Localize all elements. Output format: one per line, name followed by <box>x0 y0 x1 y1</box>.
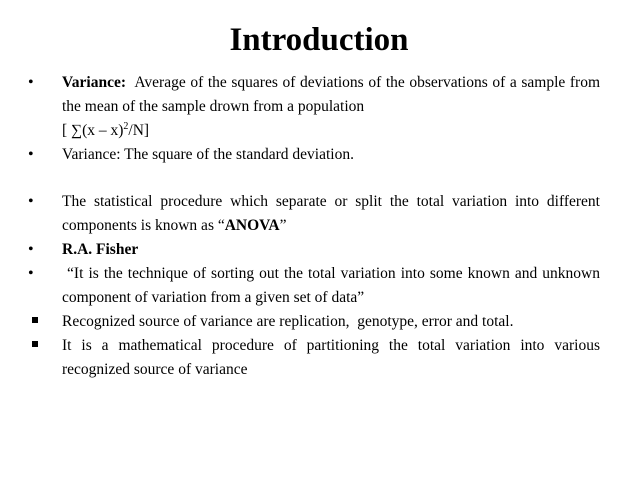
list-item-text: The statistical procedure which separate or split the total variation into different components is known as “ <box>62 193 600 234</box>
list-item-text: Recognized source of variance are replication, genotype, error and total. <box>62 313 514 330</box>
formula-superscript: 2 <box>123 120 129 132</box>
list-item-quote <box>28 262 604 310</box>
list-item-text: Variance: The square of the standard deviation. <box>62 146 354 163</box>
anova-term: ANOVA <box>224 217 280 234</box>
slide-content <box>28 71 604 382</box>
variance-definition-text: Average of the squares of deviations of the observations of a sample from the mean of the sample drown from a population <box>62 74 604 115</box>
slide-title: Introduction <box>229 22 409 58</box>
formula-prefix: [ ∑(x – x) <box>62 122 124 139</box>
list-item-fisher <box>28 238 600 262</box>
bullet-icon <box>28 262 48 286</box>
list-item-text-end: ” <box>279 217 287 234</box>
square-bullet-icon <box>28 334 48 358</box>
bullet-icon <box>28 190 48 214</box>
variance-formula <box>28 119 600 143</box>
variance-label: Variance: <box>62 74 126 91</box>
list-item-variance-square <box>28 143 600 167</box>
bullet-icon <box>28 238 48 262</box>
formula-suffix: /N] <box>128 122 150 139</box>
spacer <box>28 167 600 190</box>
list-item-procedure <box>28 334 600 382</box>
list-item-text: It is a mathematical procedure of partitioning the total variation into various recognized source of variance <box>62 337 600 378</box>
fisher-name: R.A. Fisher <box>62 241 139 258</box>
bullet-icon <box>28 71 48 95</box>
list-item-sources <box>28 310 600 334</box>
bullet-icon <box>28 143 48 167</box>
quote-text: “It is the technique of sorting out the total variation into some known and unknown component of variation from a given set of data” <box>62 265 604 306</box>
square-bullet-icon <box>28 310 48 334</box>
list-item-variance-definition <box>28 71 604 119</box>
list-item-anova <box>28 190 600 238</box>
